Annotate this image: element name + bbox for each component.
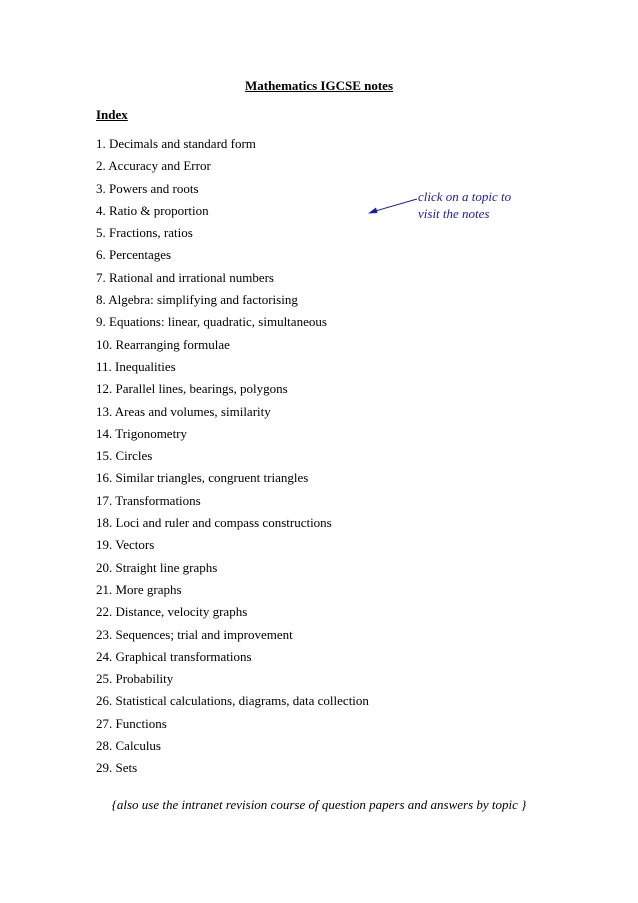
topic-link[interactable]: 12. Parallel lines, bearings, polygons bbox=[96, 381, 288, 397]
list-item bbox=[96, 448, 369, 470]
list-item bbox=[96, 359, 369, 381]
list-item bbox=[96, 404, 369, 426]
topic-link[interactable]: 20. Straight line graphs bbox=[96, 559, 218, 575]
topic-link[interactable]: 9. Equations: linear, quadratic, simultaneous bbox=[96, 314, 327, 330]
topic-link[interactable]: 11. Inequalities bbox=[96, 358, 176, 374]
topic-link[interactable]: 5. Fractions, ratios bbox=[96, 225, 193, 241]
list-item bbox=[96, 627, 369, 649]
list-item bbox=[96, 158, 369, 180]
topic-link[interactable]: 27. Functions bbox=[96, 715, 167, 731]
list-item bbox=[96, 515, 369, 537]
topic-link[interactable]: 14. Trigonometry bbox=[96, 425, 188, 441]
page-title: Mathematics IGCSE notes bbox=[244, 78, 394, 93]
hint-text bbox=[418, 188, 528, 222]
list-item bbox=[96, 604, 369, 626]
topic-link[interactable]: 29. Sets bbox=[96, 760, 138, 776]
topic-link[interactable]: 4. Ratio & proportion bbox=[96, 202, 209, 218]
list-item bbox=[96, 426, 369, 448]
list-item bbox=[96, 760, 369, 782]
list-item bbox=[96, 738, 369, 760]
list-item bbox=[96, 270, 369, 292]
topic-link[interactable]: 21. More graphs bbox=[96, 581, 182, 597]
topic-list bbox=[96, 136, 369, 783]
list-item bbox=[96, 671, 369, 693]
topic-link[interactable]: 25. Probability bbox=[96, 671, 174, 687]
list-item bbox=[96, 649, 369, 671]
list-item bbox=[96, 560, 369, 582]
topic-link[interactable]: 7. Rational and irrational numbers bbox=[96, 269, 274, 285]
topic-link[interactable]: 24. Graphical transformations bbox=[96, 648, 252, 664]
list-item bbox=[96, 181, 369, 203]
list-item bbox=[96, 292, 369, 314]
index-heading: Index bbox=[96, 107, 128, 122]
topic-link[interactable]: 19. Vectors bbox=[96, 537, 155, 553]
topic-link[interactable]: 18. Loci and ruler and compass constructions bbox=[96, 515, 332, 531]
topic-link[interactable]: 1. Decimals and standard form bbox=[96, 136, 256, 151]
list-item bbox=[96, 203, 369, 225]
topic-link[interactable]: 13. Areas and volumes, similarity bbox=[96, 403, 271, 419]
list-item bbox=[96, 136, 369, 158]
topic-link[interactable]: 6. Percentages bbox=[96, 247, 172, 263]
list-item bbox=[96, 247, 369, 269]
list-item bbox=[96, 314, 369, 336]
topic-link[interactable]: 23. Sequences; trial and improvement bbox=[96, 626, 293, 642]
list-item bbox=[96, 337, 369, 359]
topic-link[interactable]: 2. Accuracy and Error bbox=[96, 158, 211, 174]
topic-link[interactable]: 3. Powers and roots bbox=[96, 180, 199, 196]
list-item bbox=[96, 716, 369, 738]
list-item bbox=[96, 582, 369, 604]
topic-link[interactable]: 8. Algebra: simplifying and factorising bbox=[96, 292, 298, 308]
list-item bbox=[96, 470, 369, 492]
topic-link[interactable]: 22. Distance, velocity graphs bbox=[96, 604, 248, 620]
hint-line-2: visit the notes bbox=[418, 206, 490, 221]
list-item bbox=[96, 693, 369, 715]
list-item bbox=[96, 225, 369, 247]
list-item bbox=[96, 381, 369, 403]
topic-link[interactable]: 26. Statistical calculations, diagrams, data collection bbox=[96, 693, 369, 709]
topic-link[interactable]: 16. Similar triangles, congruent triangles bbox=[96, 470, 309, 486]
topic-link[interactable]: 15. Circles bbox=[96, 448, 153, 464]
footer-note: {also use the intranet revision course of question papers and answers by topic } bbox=[111, 797, 527, 812]
topic-link[interactable]: 17. Transformations bbox=[96, 492, 201, 508]
topic-link[interactable]: 10. Rearranging formulae bbox=[96, 336, 230, 352]
list-item bbox=[96, 493, 369, 515]
hint-line-1: click on a topic to bbox=[418, 189, 512, 204]
hint-arrow-icon bbox=[366, 196, 418, 216]
list-item bbox=[96, 537, 369, 559]
topic-link[interactable]: 28. Calculus bbox=[96, 738, 161, 754]
